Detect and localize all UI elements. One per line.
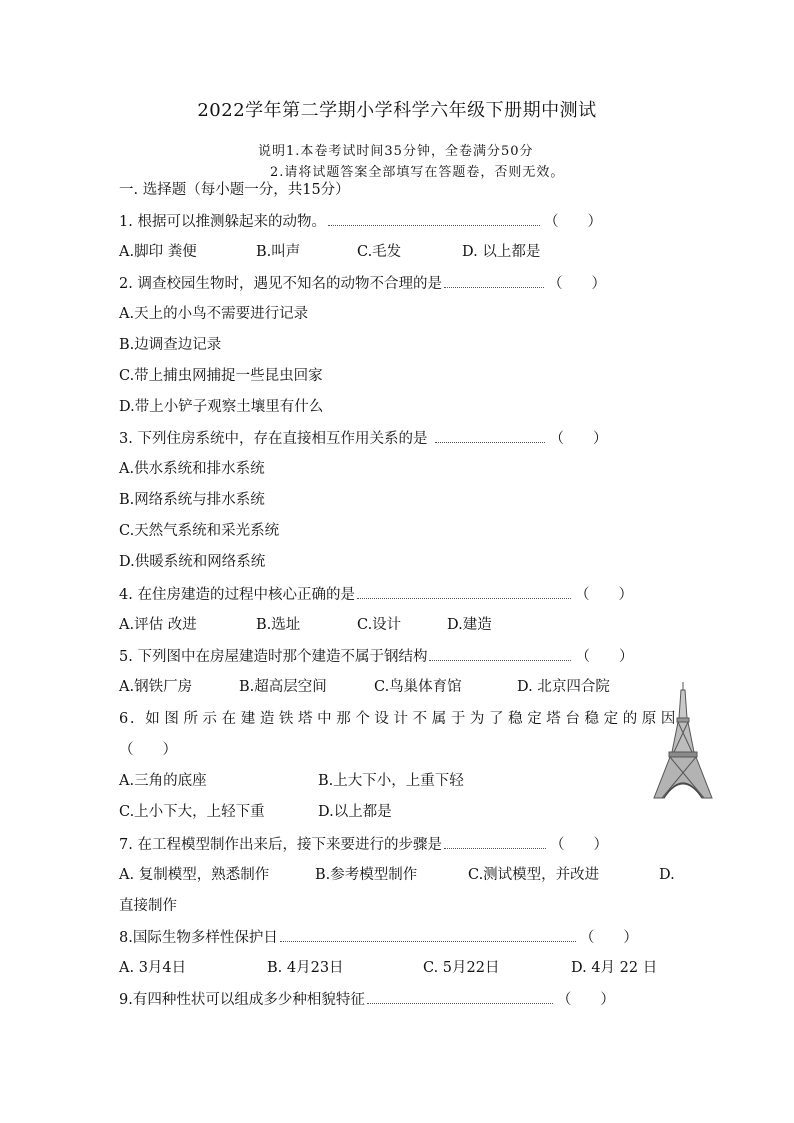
option-c: C.毛发	[357, 244, 402, 260]
question-stem: 8.国际生物多样性保护日	[119, 930, 278, 946]
question-stem: 1. 根据可以推测躲起来的动物。	[119, 214, 326, 230]
question-8	[119, 927, 638, 947]
option-b: B.超高层空间	[239, 679, 327, 695]
question-1-options	[119, 242, 679, 262]
section-heading: 一. 选择题（每小题一分，共15分）	[119, 182, 350, 198]
answer-leader	[328, 211, 540, 226]
answer-blank[interactable]: （ ）	[549, 837, 608, 853]
question-7-options	[119, 865, 679, 885]
answer-blank[interactable]: （ ）	[574, 587, 633, 603]
option-a: A.评估 改进	[119, 617, 197, 633]
option-c: C.设计	[357, 617, 402, 633]
answer-leader	[444, 273, 544, 288]
option-d: D.带上小铲子观察土壤里有什么	[119, 399, 324, 415]
option-a: A.天上的小鸟不需要进行记录	[119, 306, 309, 322]
option-c: C.鸟巢体育馆	[374, 679, 462, 695]
instruction-line-2: 2.请将试题答案全部填写在答题卷，否则无效。	[270, 165, 565, 180]
question-1	[119, 211, 602, 231]
answer-blank[interactable]: （ ）	[579, 930, 638, 946]
answer-leader	[435, 428, 545, 443]
option-d-continued: 直接制作	[119, 898, 177, 914]
option-c: C.带上捕虫网捕捉一些昆虫回家	[119, 368, 323, 384]
answer-blank[interactable]: （ ）	[556, 992, 615, 1008]
option-a: A.三角的底座	[119, 773, 207, 789]
answer-blank[interactable]: （ ）	[543, 214, 602, 230]
option-b: B.上大下小，上重下轻	[318, 773, 464, 789]
page-title: 2022学年第二学期小学科学六年级下册期中测试	[197, 100, 597, 121]
answer-blank[interactable]: （ ）	[119, 742, 177, 758]
question-stem: 4. 在住房建造的过程中核心正确的是	[119, 587, 355, 603]
option-b: B. 4月23日	[267, 960, 344, 976]
option-a: A. 复制模型，熟悉制作	[119, 867, 270, 883]
question-8-options	[119, 958, 679, 978]
answer-blank[interactable]: （ ）	[549, 431, 608, 447]
answer-blank[interactable]: （ ）	[547, 276, 606, 292]
answer-leader	[357, 584, 571, 599]
answer-leader	[367, 989, 553, 1004]
answer-leader	[280, 927, 576, 942]
option-b: B.参考模型制作	[315, 867, 418, 883]
question-stem: 5. 下列图中在房屋建造时那个建造不属于钢结构	[119, 649, 428, 665]
question-9	[119, 989, 615, 1009]
option-a: A.钢铁厂房	[119, 679, 193, 695]
option-c: C. 5月22日	[423, 960, 500, 976]
question-4	[119, 584, 633, 604]
option-a: A.供水系统和排水系统	[119, 461, 265, 477]
option-d: D. 以上都是	[462, 244, 541, 260]
question-6: 6. 如图所示在建造铁塔中那个设计不属于为了稳定塔台稳定的原因	[119, 711, 677, 727]
answer-leader	[444, 834, 546, 849]
option-d: D.供暖系统和网络系统	[119, 554, 266, 570]
option-b: B.叫声	[256, 244, 301, 260]
question-5-options	[119, 677, 649, 697]
question-4-options	[119, 615, 619, 635]
option-c: C.上小下大，上轻下重	[119, 804, 265, 820]
question-2	[119, 273, 606, 293]
question-6-options-row-1	[119, 771, 559, 791]
option-d: D. 北京四合院	[517, 679, 610, 695]
option-d: D.建造	[447, 617, 492, 633]
option-b: B.网络系统与排水系统	[119, 492, 265, 508]
option-d: D.	[659, 867, 675, 883]
answer-leader	[429, 646, 571, 661]
option-a: A.脚印 粪便	[119, 244, 197, 260]
answer-blank[interactable]: （ ）	[575, 649, 634, 665]
option-d: D. 4月 22 日	[571, 960, 658, 976]
question-stem: 9.有四种性状可以组成多少种相貌特征	[119, 992, 365, 1008]
eiffel-tower-figure	[652, 680, 714, 800]
option-d: D.以上都是	[318, 804, 392, 820]
option-b: B.边调查边记录	[119, 337, 222, 353]
option-c: C.天然气系统和采光系统	[119, 523, 280, 539]
question-5	[119, 646, 633, 666]
question-stem: 3. 下列住房系统中，存在直接相互作用关系的是	[119, 431, 428, 447]
option-a: A. 3月4日	[119, 960, 187, 976]
question-stem: 7. 在工程模型制作出来后，接下来要进行的步骤是	[119, 837, 442, 853]
option-b: B.选址	[256, 617, 301, 633]
question-7	[119, 834, 608, 854]
question-3	[119, 428, 607, 448]
option-c: C.测试模型，并改进	[468, 867, 600, 883]
instruction-line-1: 说明1.本卷考试时间35分钟，全卷满分50分	[258, 144, 534, 159]
question-6-options-row-2	[119, 802, 559, 822]
question-stem: 2. 调查校园生物时，遇见不知名的动物不合理的是	[119, 276, 442, 292]
